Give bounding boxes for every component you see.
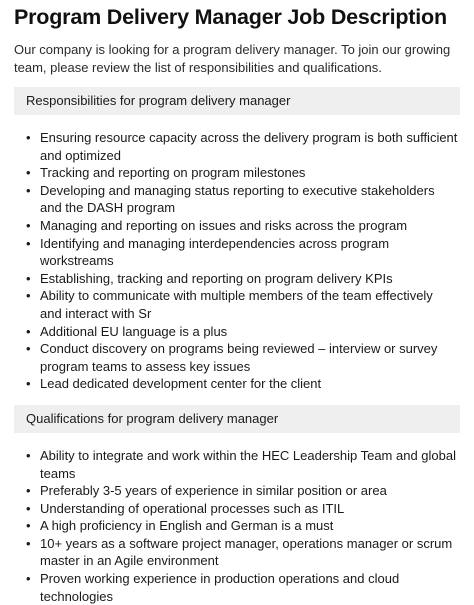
bullet-icon: • [26, 288, 31, 304]
bullet-icon: • [26, 341, 31, 357]
responsibilities-heading: Responsibilities for program delivery manager [14, 87, 460, 115]
list-item [26, 323, 460, 341]
list-item [26, 447, 460, 482]
bullet-icon: • [26, 500, 31, 516]
bullet-icon: • [26, 447, 31, 463]
bullet-icon: • [26, 235, 31, 251]
list-item-text: Ensuring resource capacity across the delivery program is both sufficient and optimized [40, 130, 458, 163]
list-item-text: A high proficiency in English and German is a must [40, 518, 334, 534]
bullet-icon: • [26, 376, 31, 392]
list-item [26, 287, 460, 322]
list-item-text: Identifying and managing interdependencies across program workstreams [40, 235, 390, 269]
list-item [26, 164, 460, 182]
qualifications-list [14, 447, 460, 605]
list-item [26, 129, 460, 164]
list-item [26, 570, 460, 605]
list-item [26, 535, 460, 570]
qualifications-heading: Qualifications for program delivery manager [14, 405, 460, 433]
list-item-text: 10+ years as a software project manager, operations manager or scrum master in an Agile environment [40, 535, 453, 569]
bullet-icon: • [26, 323, 31, 339]
bullet-icon: • [26, 130, 31, 145]
list-item-text: Establishing, tracking and reporting on program delivery KPIs [40, 270, 393, 286]
list-item [26, 270, 460, 288]
list-item-text: Tracking and reporting on program milestones [40, 165, 306, 181]
list-item-text: Lead dedicated development center for the client [40, 376, 322, 392]
bullet-icon: • [26, 217, 31, 233]
list-item-text: Additional EU language is a plus [40, 323, 228, 339]
list-item-text: Conduct discovery on programs being reviewed – interview or survey program teams to assess key issues [40, 341, 438, 374]
page-title: Program Delivery Manager Job Description [14, 5, 447, 29]
list-item-text: Ability to integrate and work within the HEC Leadership Team and global teams [40, 447, 456, 481]
bullet-icon: • [26, 518, 31, 534]
list-item [26, 517, 460, 535]
list-item-text: Managing and reporting on issues and risks across the program [40, 217, 408, 233]
bullet-icon: • [26, 165, 31, 181]
list-item [26, 482, 460, 500]
list-item [26, 340, 460, 375]
bullet-icon: • [26, 270, 31, 286]
list-item [26, 182, 460, 217]
list-item [26, 235, 460, 270]
list-item [26, 500, 460, 518]
list-item [26, 375, 460, 393]
bullet-icon: • [26, 571, 31, 587]
bullet-icon: • [26, 483, 31, 499]
responsibilities-list [14, 129, 460, 393]
list-item-text: Developing and managing status reporting to executive stakeholders and the DASH program [40, 182, 435, 216]
list-item [26, 217, 460, 235]
list-item-text: Proven working experience in production operations and cloud technologies [40, 571, 400, 604]
bullet-icon: • [26, 535, 31, 551]
list-item-text: Preferably 3-5 years of experience in similar position or area [40, 483, 387, 499]
list-item-text: Ability to communicate with multiple members of the team effectively and interact with Sr [40, 288, 433, 321]
intro-paragraph: Our company is looking for a program delivery manager. To join our growing team, please review the list of responsibilities and qualifications. [14, 42, 451, 75]
bullet-icon: • [26, 182, 31, 198]
list-item-text: Understanding of operational processes such as ITIL [40, 500, 345, 516]
